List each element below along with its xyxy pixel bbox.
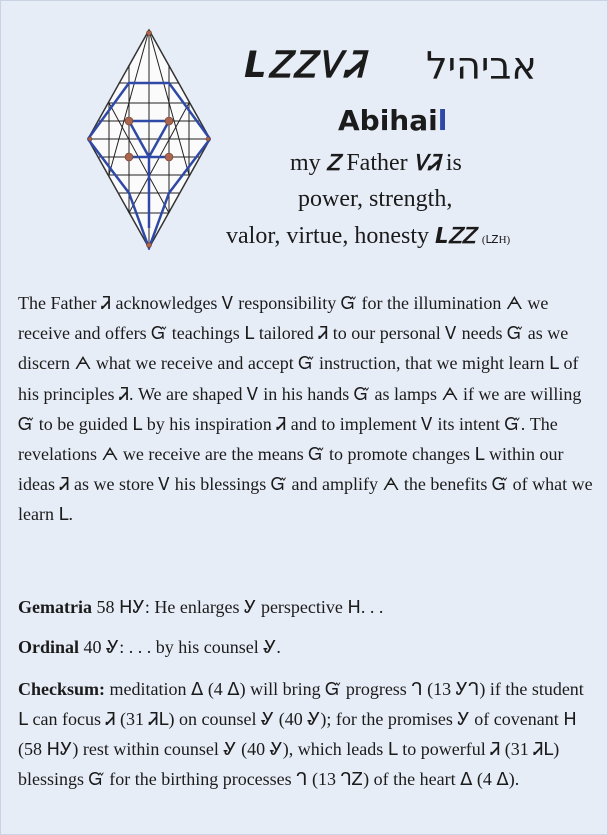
commentary-paragraph: The Father Ꮨ acknowledges Ꮩ responsibility Ᏻ for the illumination ᗅ we receive and offers Ᏻ teachings ᒪ tailored Ꮨ to our personal Ꮩ needs Ᏻ as we discern ᗅ what we receive and accept Ᏻ instruction, that we might learn ᒪ of his principles Ꮨ. We are shaped Ꮩ in his hands Ᏻ as lamps ᗅ if we are willing Ᏻ to be guided ᒪ by his inspiration Ꮨ and to implement Ꮩ its intent Ᏻ. The revelations ᗅ we receive are the means Ᏻ to promote changes ᒪ within our ideas Ꮨ as we store Ꮩ his blessings Ᏻ and amplify ᗅ the benefits Ᏻ of what we learn ᒪ. — [18, 293, 593, 525]
ordinal-line: Ordinal 40 Ꮍ: . . . by his counsel Ꮍ. — [18, 637, 281, 657]
page-title: Abihail — [338, 104, 448, 137]
paleo-hebrew-title: ᒪᏃᏃᏙᏘ — [244, 45, 366, 86]
meaning-line-1: my Ꮓ Father ᏙᏘ is — [290, 150, 462, 176]
tree-of-life-diamond-icon — [86, 28, 212, 250]
meaning-line-2: power, strength, — [298, 186, 453, 212]
gematria-line: Gematria 58 ᕼᎩ: He enlarges Ꭹ perspective ᕼ. . . — [18, 597, 384, 617]
checksum-paragraph: Checksum: meditation ᐃ (4 ᐃ) will bring Ᏻ progress ᒉ (13 Ꭹᒉ) if the student ᒪ can focus Ꮨ (31 Ꮨᒪ) on counsel Ꮍ (40 Ꮍ); for the promises Ꭹ of covenant ᕼ (58 ᕼᎩ) rest within counsel Ꮍ (40 Ꮍ), which leads ᒪ to powerful Ꮨ (31 Ꮨᒪ) blessings Ᏻ for the birthing processes ᒉ (13 ᒉᏃ) of the heart ᐃ (4 ᐃ). — [18, 679, 584, 789]
meaning-line-3: valor, virtue, honesty ᒪᏃᏃ (ᒪᏃΗ) — [226, 223, 511, 249]
hebrew-title: אביהיל — [426, 44, 537, 88]
